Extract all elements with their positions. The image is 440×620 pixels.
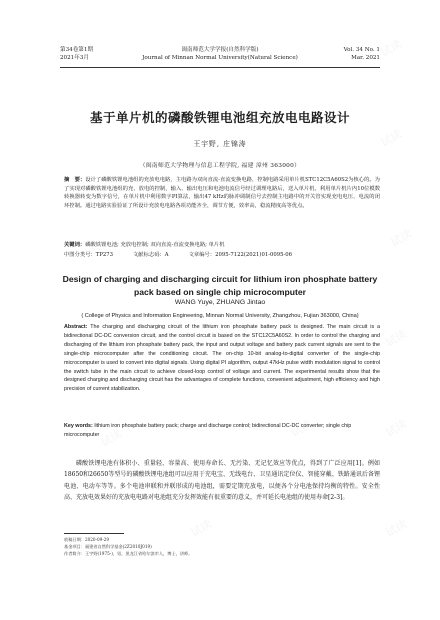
keywords-cn-label: 关键词：: [64, 242, 86, 248]
clc-number: 中图分类号：TP273: [64, 252, 113, 258]
authors-cn: 王宇野, 庄锦涛: [193, 140, 247, 148]
abstract-cn: [64, 176, 380, 210]
paper-title-en: Design of charging and discharging circuit for lithium iron phosphate battery pack based on single chip microcomputer: [62, 274, 378, 297]
keywords-en: [64, 422, 380, 440]
keywords-en-label: Key words:: [64, 423, 93, 429]
date-en: Mar. 2021: [351, 55, 380, 61]
watermark: 试读: [288, 417, 315, 440]
date-cn: 2021年3月: [60, 55, 89, 61]
received-date: 收稿日期：2020-09-29: [64, 537, 110, 542]
volume-issue-cn: 第34卷第1期: [60, 47, 94, 53]
journal-name-cn: 闽南师范大学学报(自然科学版): [181, 47, 259, 53]
footnote-divider: [64, 533, 124, 534]
article-number: 文章编号：2095-7122(2021)01-0095-06: [188, 252, 292, 258]
watermark: 试读: [383, 417, 410, 440]
affiliation-en: ( College of Physics and Information Engineering, Minnan Normal University, Zhangzhou, Fujian 363000, China): [81, 313, 359, 319]
watermark: 试读: [378, 127, 405, 150]
fund-info: 基金项目：福建省自然科学基金(2Z2018J019): [64, 544, 152, 549]
document-code: 文献标志码：A: [133, 252, 169, 258]
affiliation-cn: （闽南师范大学物理与信息工程学院, 福建 漳州 363000）: [139, 163, 301, 169]
watermark: 试读: [383, 517, 410, 540]
abstract-cn-text: 设计了磷酸铁锂电池组的充放电电路，主电路为双向直流-直流变换电路，控制电路采用单片机STC12C5A60S2为核心的。为了实现对磷酸铁锂电池组的充、放电的控制，输入、输出电压和电池电流信号经过调理电路后，送入单片机，利用单片机片内10位模数转换器转变为数字信号，在单片机中利用数字PI算法，输出47 kHz的脉冲调制信号去控制主电路中的开关管实现充电电压、电流的闭环控制。通过电路实验验证了所设计充放电电路各项功能齐全，调节方便，效率高，稳流精度高等优点。: [64, 177, 380, 209]
journal-header: [0, 0, 440, 72]
abstract-en-label: Abstract:: [64, 324, 88, 330]
watermark: 试读: [383, 327, 410, 350]
author-bio: 作者简介：王宇野(1975-)，男，黑龙江省哈尔滨市人，博士，讲师。: [64, 551, 193, 556]
paper-title-cn: 基于单片机的磷酸铁锂电池组充放电电路设计: [89, 110, 350, 125]
header-divider: [60, 67, 380, 68]
abstract-cn-label: 摘 要：: [64, 177, 86, 183]
watermark: 试读: [388, 227, 415, 250]
volume-issue-en: Vol. 34 No. 1: [343, 47, 380, 53]
issue-info-en: [344, 46, 380, 62]
issue-info: [60, 46, 93, 62]
keywords-cn: [64, 241, 380, 249]
authors-en: WANG Yuye, ZHUANG Jintao: [174, 299, 266, 306]
keywords-en-text: lithium iron phosphate battery pack; charge and discharge control; bidirectional DC-DC converter; single chip microcomputer: [64, 423, 352, 438]
abstract-en: [64, 323, 380, 394]
abstract-en-text: The charging and discharging circuit of the lithium iron phosphate battery pack is designed. The main circuit is a bidirectional DC-DC conversion circuit, and the control circuit is based on the STC12C5A60S2. In order to control the charging and discharging of the lithium iron phosphate battery pack, the input and output voltage and battery pack current signals are sent to the single-chip microcomputer after the conditioning circuit. The on-chip 10-bit analog-to-digital converter of the single-chip microcomputer is used to convert into digital signals. Using digital PI algorithm, output 47kHz pulse width modulation signal to control the switch tube in the main circuit to achieve closed-loop control of voltage and current. The experimental results show that the designed charging and discharging circuit has the advantages of complete functions, convenient adjustment, high efficiency and high precision of current stabilization.: [64, 324, 381, 393]
introduction-paragraph: 磷酸铁锂电池有体积小、重量轻、容量高、使用寿命长、无污染、无记忆效应等优点，得到了广泛应用[1]。例如18650和26650等型号的磷酸铁锂电池组可以应用于充电宝、无线电台、卫星通讯定位仪、智能穿戴、铁路通讯后备锂电池、电动车等等。多个电池串联和并联形成的电池组，需要定期充放电，以便各个分电池保持均衡的特性。安全性高、充放电效果好的充放电电路对电池组充分发挥效能有很重要的意义，并可延长电池组的使用寿命[2-3]。: [64, 460, 380, 502]
watermark: 试读: [378, 37, 405, 60]
classification-row: [64, 251, 380, 259]
journal-name: [120, 46, 320, 62]
watermark: 试读: [188, 517, 215, 540]
footnotes: [64, 536, 380, 557]
journal-name-en: Journal of Minnan Normal University(Natural Science): [142, 55, 298, 61]
watermark: 试读: [98, 427, 125, 450]
keywords-cn-text: 磷酸铁锂电池; 充放电控制; 双向直流-直流变换电路; 单片机: [85, 242, 225, 248]
